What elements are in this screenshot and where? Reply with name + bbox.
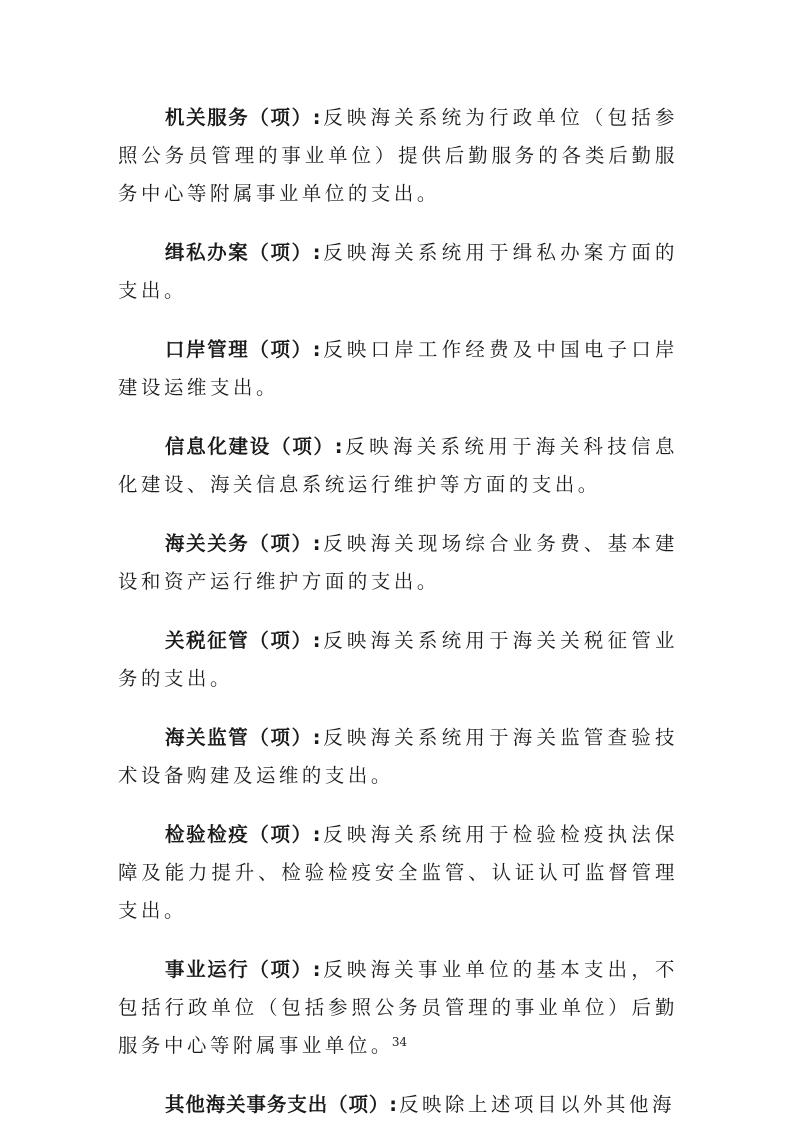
entry-jisi-banan bbox=[118, 234, 678, 310]
entry-guanshui-zhengguan bbox=[118, 622, 678, 698]
entry-term: 检验检疫（项） bbox=[165, 823, 313, 846]
entry-colon: : bbox=[389, 1093, 400, 1116]
entry-description: 反映海关系统用于海关科技信息化建设、海关信息系统运行维护等方面的支出。 bbox=[118, 435, 679, 496]
entry-xinxihua-jianshe bbox=[118, 428, 678, 504]
entry-colon: : bbox=[312, 241, 323, 264]
entry-jiguan-fuwu bbox=[118, 99, 678, 213]
entry-description: 反映海关系统用于海关关税征管业务的支出。 bbox=[118, 629, 679, 690]
entry-haiguan-jianguan bbox=[118, 719, 678, 795]
entry-term: 缉私办案（项） bbox=[165, 241, 313, 264]
entry-description: 反映海关现场综合业务费、基本建设和资产运行维护方面的支出。 bbox=[118, 532, 679, 593]
entry-description: 反映口岸工作经费及中国电子口岸建设运维支出。 bbox=[118, 338, 679, 399]
entry-term: 口岸管理（项） bbox=[165, 338, 313, 361]
entry-term: 事业运行（项） bbox=[165, 958, 313, 981]
entry-colon: : bbox=[312, 532, 323, 555]
entry-colon: : bbox=[312, 823, 323, 846]
entry-colon: : bbox=[312, 106, 323, 129]
entry-description: 反映海关系统为行政单位（包括参照公务员管理的事业单位）提供后勤服务的各类后勤服务中心等附属事业单位的支出。 bbox=[118, 106, 679, 205]
page-number: 34 bbox=[391, 1035, 408, 1049]
entry-colon: : bbox=[312, 726, 323, 749]
entry-description: 反映海关系统用于检验检疫执法保障及能力提升、检验检疫安全监管、认证认可监督管理支出。 bbox=[118, 823, 679, 922]
entry-colon: : bbox=[312, 338, 323, 361]
entry-term: 海关监管（项） bbox=[165, 726, 313, 749]
entry-qita-haiguan-shiwu bbox=[118, 1086, 678, 1124]
entry-haiguan-guanwu bbox=[118, 525, 678, 601]
entry-description: 反映海关事业单位的基本支出，不包括行政单位（包括参照公务员管理的事业单位）后勤服务中心等附属事业单位。 bbox=[118, 958, 679, 1057]
entry-term: 海关关务（项） bbox=[165, 532, 313, 555]
entry-colon: : bbox=[312, 958, 323, 981]
entry-colon: : bbox=[312, 629, 323, 652]
entry-description: 反映海关系统用于海关监管查验技术设备购建及运维的支出。 bbox=[118, 726, 679, 787]
entry-term: 其他海关事务支出（项） bbox=[165, 1093, 390, 1116]
entry-description: 反映除上述项目以外其他海 bbox=[399, 1093, 675, 1116]
entry-jianyan-jianyi bbox=[118, 816, 678, 930]
entry-description: 反映海关系统用于缉私办案方面的支出。 bbox=[118, 241, 679, 302]
entry-term: 机关服务（项） bbox=[165, 106, 313, 129]
entry-term: 信息化建设（项） bbox=[165, 435, 335, 458]
entry-term: 关税征管（项） bbox=[165, 629, 313, 652]
entry-colon: : bbox=[334, 435, 345, 458]
entry-kouan-guanli bbox=[118, 331, 678, 407]
document-body bbox=[118, 99, 678, 1145]
